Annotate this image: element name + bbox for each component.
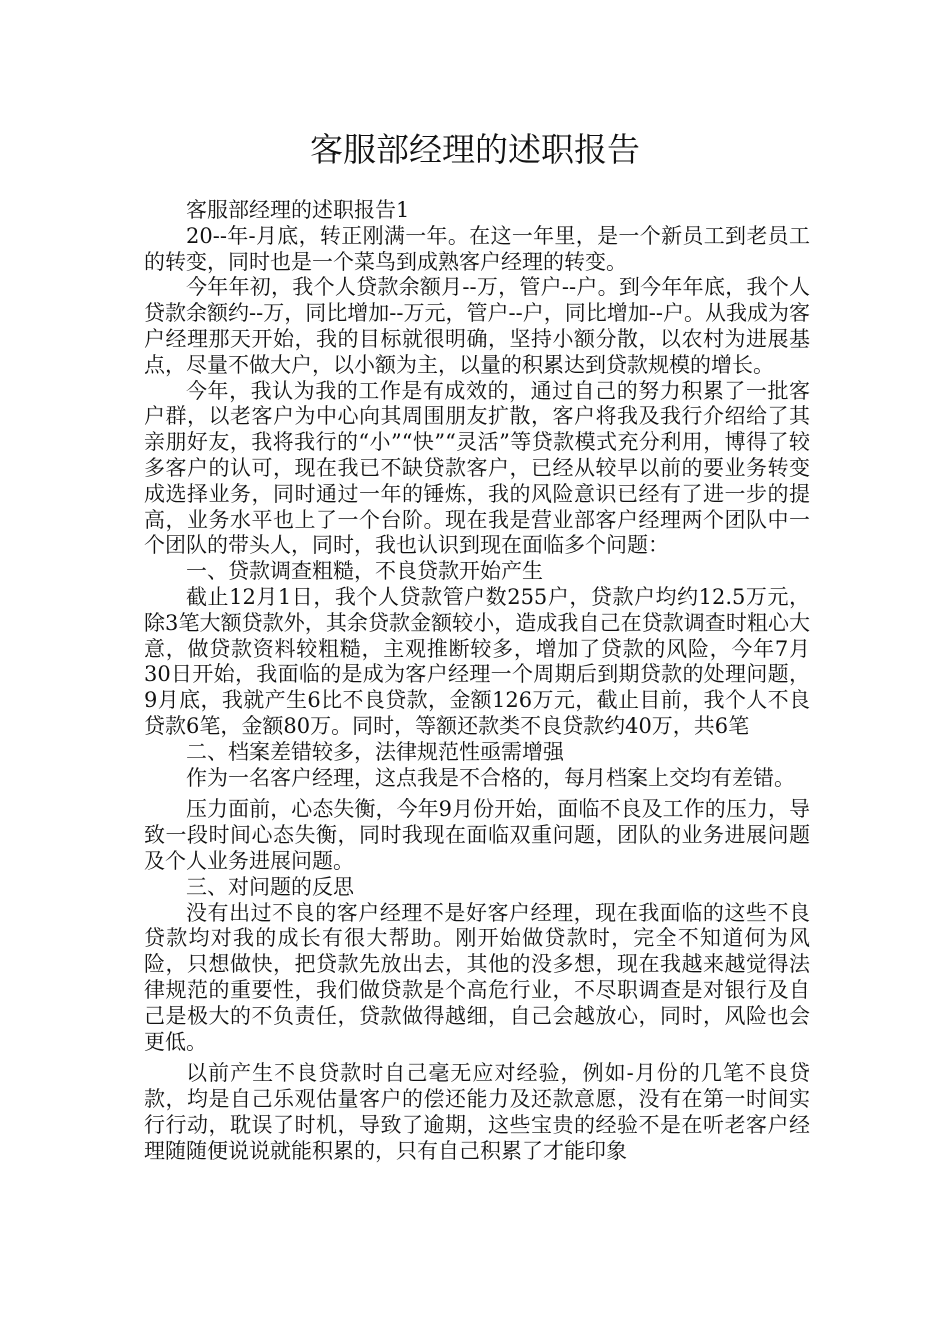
document-title: 客服部经理的述职报告 (310, 130, 640, 169)
document-body (144, 198, 810, 1164)
section-heading-3: 三、对问题的反思 (186, 874, 354, 899)
paragraph: 今年，我认为我的工作是有成效的，通过自己的努力积累了一批客户群，以老客户为中心向其周围朋友扩散，客户将我及我行介绍给了其亲朋好友，我将我行的“小”“快”“灵活”等贷款模式充分利用，博得了较多客户的认可，现在我已不缺贷款客户，已经从较早以前的要业务转变成选择业务，同时通过一年的锤炼，我的风险意识已经有了进一步的提高，业务水平也上了一个台阶。现在我是营业部客户经理两个团队中一个团队的带头人，同时，我也认识到现在面临多个问题： (144, 378, 810, 558)
paragraph: 20--年-月底，转正刚满一年。在这一年里，是一个新员工到老员工的转变，同时也是一个菜鸟到成熟客户经理的转变。 (144, 223, 810, 274)
section-heading-2: 二、档案差错较多，法律规范性亟需增强 (186, 739, 564, 764)
paragraph: 压力面前，心态失衡，今年9月份开始，面临不良及工作的压力，导致一段时间心态失衡，同时我现在面临双重问题，团队的业务进展问题及个人业务进展问题。 (144, 797, 810, 873)
report-subtitle: 客服部经理的述职报告1 (186, 198, 410, 222)
section-heading-1: 一、贷款调查粗糙，不良贷款开始产生 (186, 559, 543, 584)
paragraph: 没有出过不良的客户经理不是好客户经理，现在我面临的这些不良贷款均对我的成长有很大帮助。刚开始做贷款时，完全不知道何为风险，只想做快，把贷款先放出去，其他的没多想，现在我越来越觉得法律规范的重要性，我们做贷款是个高危行业，不尽职调查是对银行及自己是极大的不负责任，贷款做得越细，自己会越放心，同时，风险也会更低。 (144, 900, 810, 1054)
paragraph: 作为一名客户经理，这点我是不合格的，每月档案上交均有差错。 (186, 765, 795, 790)
paragraph: 今年年初，我个人贷款余额月--万，管户--户。到今年年底，我个人贷款余额约--万，同比增加--万元，管户--户，同比增加--户。从我成为客户经理那天开始，我的目标就很明确，坚持小额分散，以农村为进展基点，尽量不做大户，以小额为主，以量的积累达到贷款规模的增长。 (144, 275, 810, 377)
paragraph: 以前产生不良贷款时自己毫无应对经验，例如-月份的几笔不良贷款，均是自己乐观估量客户的偿还能力及还款意愿，没有在第一时间实行行动，耽误了时机，导致了逾期，这些宝贵的经验不是在听老客户经理随随便说说就能积累的，只有自己积累了才能印象 (144, 1061, 810, 1163)
paragraph: 截止12月1日，我个人贷款管户数255户，贷款户均约12.5万元，除3笔大额贷款外，其余贷款金额较小，造成我自己在贷款调查时粗心大意，做贷款资料较粗糙，主观推断较多，增加了贷款的风险，今年7月30日开始，我面临的是成为客户经理一个周期后到期贷款的处理问题，9月底，我就产生6比不良贷款，金额126万元，截止目前，我个人不良贷款6笔，金额80万。同时，等额还款类不良贷款约40万，共6笔 (144, 584, 810, 738)
